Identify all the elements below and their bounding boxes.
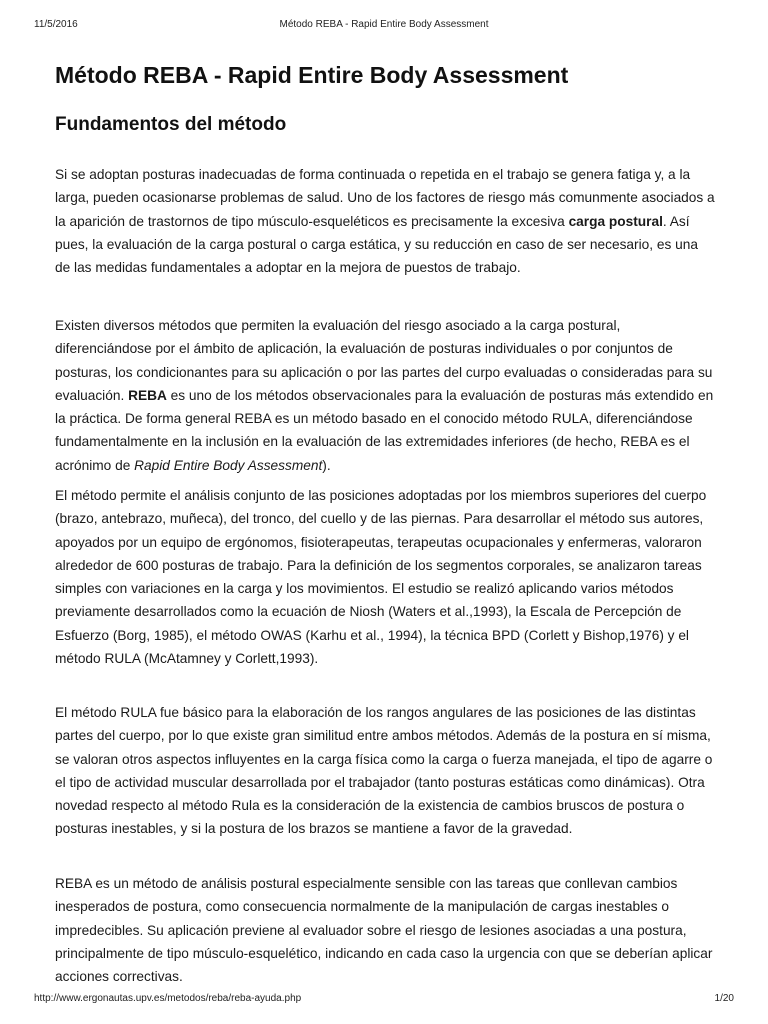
paragraph-5: REBA es un método de análisis postural especialmente sensible con las tareas que conllevan cambios inesperados de postura, como consecuencia normalmente de la manipulación de cargas inestables o impredecibles. Su aplicación previene al evaluador sobre el riesgo de lesiones asociadas a una postura, principalmente de tipo músculo-esquelético, indicando en cada caso la urgencia con que se deberían aplicar acciones correctivas. (55, 876, 713, 985)
paragraph-2-italic-term: Rapid Entire Body Assessment (134, 457, 323, 473)
paragraph-1-text-a: Si se adoptan posturas inadecuadas de forma continuada o repetida en el trabajo se genera fatiga y, a la larga, pueden ocasionarse problemas de salud. Uno de los factores de riesgo más comunmente asociados a la aparición de trastornos de tipo músculo-esqueléticos es precisamente la excesiva (55, 167, 715, 229)
paragraph-2-text-c: es uno de los métodos observacionales para la evaluación de posturas más extendido en la práctica. De forma general REBA es un método basado en el conocido método RULA, diferenciándose fundamentalmente en la inclusión en la evaluación de las extremidades inferiores (de hecho, REBA es el acrónimo de (55, 387, 714, 473)
page-number: 1/20 (714, 993, 734, 1004)
paragraph-1-text-c: . Así pues, la evaluación de la carga postural o carga estática, y su reducción en caso de ser necesario, es una de las medidas fundamentales a adoptar en la mejora de puestos de trabajo. (55, 213, 698, 276)
print-url: http://www.ergonautas.upv.es/metodos/reba/reba-ayuda.php (34, 993, 302, 1004)
article (55, 58, 715, 985)
paragraph-1-bold-term: carga postural (568, 213, 663, 229)
paragraph-2 (55, 314, 715, 477)
paragraph-2-bold-term: REBA (128, 387, 167, 403)
paragraph-4: El método RULA fue básico para la elaboración de los rangos angulares de las posiciones de las distintas partes del cuerpo, por lo que existe gran similitud entre ambos métodos. Además de la postura en sí misma, se valoran otros aspectos influyentes en la carga física como la carga o fuerza manejada, el tipo de agarre o el tipo de actividad muscular desarrollada por el trabajador (tanto posturas estáticas como dinámicas). Otra novedad respecto al método Rula es la consideración de la existencia de cambios bruscos de postura o posturas inestables, y si la postura de los brazos se mantiene a favor de la gravedad. (55, 705, 713, 837)
section-title: Fundamentos del método (55, 114, 287, 135)
paragraph-2-text-e: ). (322, 457, 331, 473)
print-footer (0, 993, 768, 1013)
print-header (0, 0, 768, 40)
paragraph-3: El método permite el análisis conjunto de las posiciones adoptadas por los miembros superiores del cuerpo (brazo, antebrazo, muñeca), del tronco, del cuello y de las piernas. Para desarrollar el método sus autores, apoyados por un equipo de ergónomos, fisioterapeutas, terapeutas ocupacionales y enfermeras, valoraron alrededor de 600 posturas de trabajo. Para la definición de los segmentos corporales, se analizaron tareas simples con variaciones en la carga y los movimientos. El estudio se realizó aplicando varios métodos previamente desarrollados como la ecuación de Niosh (Waters et al.,1993), la Escala de Percepción de Esfuerzo (Borg, 1985), el método OWAS (Karhu et al., 1994), la técnica BPD (Corlett y Bishop,1976) y el método RULA (McAtamney y Corlett,1993). (55, 488, 707, 667)
paragraph-1 (55, 163, 715, 279)
print-page-title: Método REBA - Rapid Entire Body Assessment (279, 19, 489, 30)
print-date: 11/5/2016 (34, 19, 78, 30)
article-title: Método REBA - Rapid Entire Body Assessment (55, 62, 569, 88)
paragraph-2-text-a: Existen diversos métodos que permiten la evaluación del riesgo asociado a la carga postural, diferenciándose por el ámbito de aplicación, la evaluación de posturas individuales o por conjuntos de posturas, los condicionantes para su aplicación o por las partes del curpo evaluadas o consideradas para su evaluación. (55, 318, 713, 403)
